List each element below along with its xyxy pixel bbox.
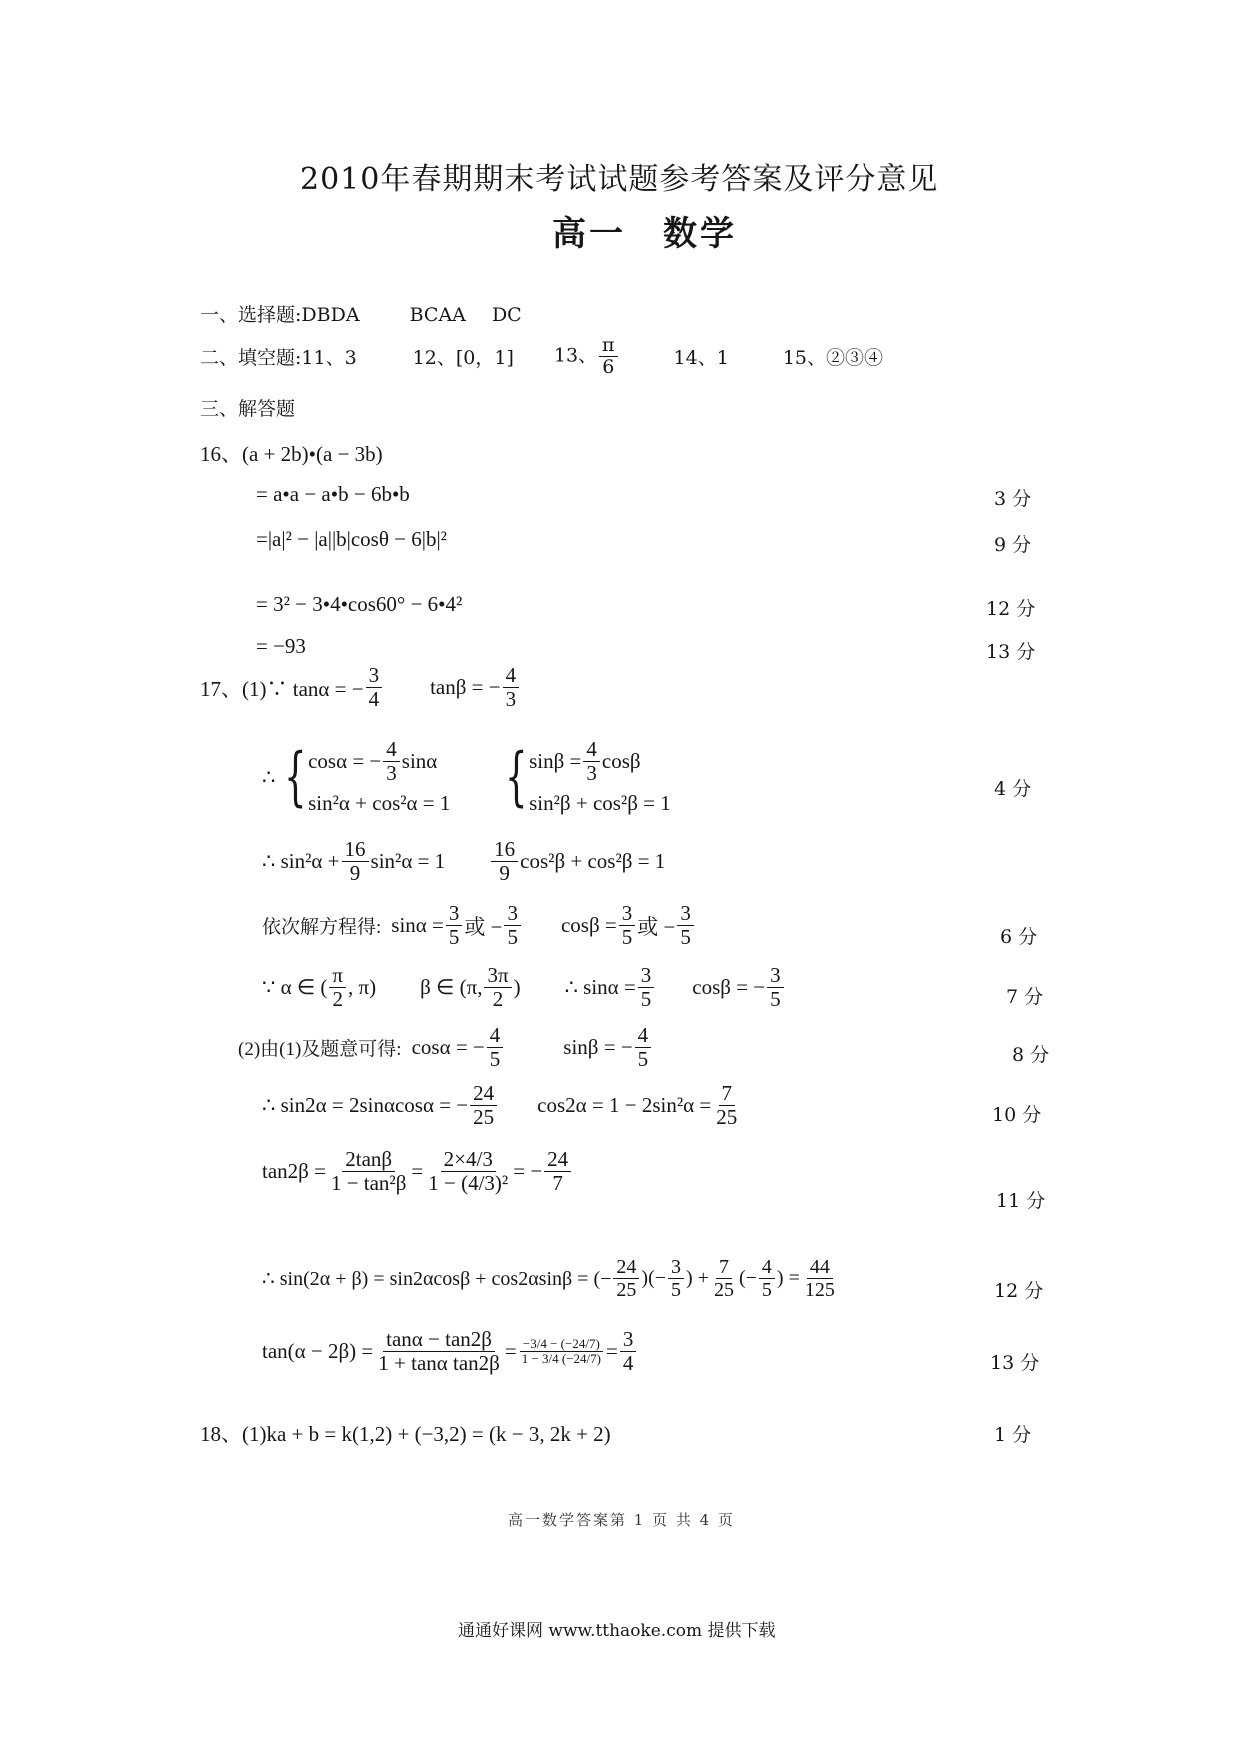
tandiff-eq: = <box>504 1339 517 1364</box>
sin2a-fraction <box>470 1082 497 1129</box>
frac-num: tanα − tan2β <box>383 1328 495 1352</box>
p17-score-sys: 4 分 <box>994 778 1032 800</box>
tan2b-fraction-1 <box>328 1148 409 1195</box>
frac-num: 4 <box>487 1024 504 1048</box>
tandiff-eq2: = <box>606 1339 618 1364</box>
conc-b-fraction <box>767 964 784 1011</box>
p18-line-0: 18、(1)ka + b = k(1,2) + (−3,2) = (k − 3, 2k + 2) <box>200 1422 611 1446</box>
range-b-right: ) <box>513 975 521 1000</box>
frac-den: 5 <box>640 987 652 1012</box>
system-b-row-2: sin²β + cos²β = 1 <box>529 791 671 816</box>
conc-a-fraction <box>638 964 655 1011</box>
frac-den: 9 <box>349 861 361 886</box>
frac-num: 3 <box>767 964 784 988</box>
frac-den: 25 <box>616 1279 637 1301</box>
frac-num: 2tanβ <box>342 1148 395 1172</box>
page-title: 2010年春期期末考试试题参考答案及评分意见 <box>300 162 939 197</box>
solve-label: 依次解方程得: <box>262 917 382 939</box>
system-a-row-1 <box>308 738 450 785</box>
fill-14: 14、1 <box>673 346 729 369</box>
frac-num: 4 <box>583 738 600 762</box>
sys-a1-left: cosα = − <box>308 749 382 774</box>
p16-line-3: = 3² − 3•4•cos60° − 6•4² <box>256 592 463 616</box>
frac-den: 5 <box>671 1279 682 1301</box>
frac-den: 5 <box>448 925 460 950</box>
frac-den: 5 <box>507 925 518 950</box>
p16-line-1: = a•a − a•b − 6b•b <box>256 482 410 506</box>
frac-num: 3 <box>366 664 383 688</box>
solve-b-fraction <box>619 902 636 949</box>
p16-score-2: 9 分 <box>994 534 1032 556</box>
frac-den: 25 <box>713 1279 734 1301</box>
frac-den: 9 <box>499 861 510 886</box>
frac-num: 24 <box>470 1082 497 1106</box>
frac-den: 1 − tan²β <box>330 1171 407 1196</box>
p17-sin-sum <box>262 1256 840 1301</box>
frac-den: 2 <box>332 987 343 1012</box>
sinsum-f1 <box>613 1256 639 1301</box>
tandiff-fraction-1 <box>375 1328 503 1375</box>
frac-den: 1 − 3/4 (−24/7) <box>521 1351 601 1367</box>
frac-num: π <box>329 964 346 988</box>
sinsum-left: ∴ sin(2α + β) = sin2αcosβ + cos2αsinβ = (− <box>262 1268 612 1290</box>
p17-score-tandiff: 13 分 <box>990 1352 1040 1374</box>
page-number-footer: 高一数学答案第 1 页 共 4 页 <box>508 1511 735 1529</box>
p17-solve <box>262 902 696 949</box>
page-subtitle: 高一 数学 <box>552 214 737 254</box>
frac-den: 3 <box>505 687 517 712</box>
left-brace-a: { <box>284 740 307 815</box>
sin2a-left: ∴ sin2α = 2sinαcosα = − <box>262 1093 469 1118</box>
section-fill <box>200 335 883 378</box>
p16-score-3: 12 分 <box>986 598 1036 620</box>
frac-den: 5 <box>680 925 691 950</box>
cos2a-left: cos2α = 1 − 2sin²α = <box>537 1093 712 1118</box>
frac-den: 25 <box>716 1105 738 1130</box>
p16-score-4: 13 分 <box>986 641 1036 663</box>
p17-systems <box>262 738 671 816</box>
frac-den: 125 <box>804 1279 835 1301</box>
tandiff-left: tan(α − 2β) = <box>262 1339 374 1364</box>
system-b <box>529 738 671 816</box>
frac-num: 4 <box>383 738 400 762</box>
sys-a1-right: sinα <box>401 749 438 774</box>
system-a <box>308 738 450 816</box>
fill-13-den: 6 <box>602 355 615 378</box>
fill-13-fraction <box>599 335 618 378</box>
tan2b-result <box>544 1148 571 1195</box>
frac-num: 4 <box>503 664 520 688</box>
p17-part2 <box>238 1024 653 1071</box>
sinsum-m2: ) + <box>686 1267 709 1289</box>
frac-num: 4 <box>635 1024 652 1048</box>
range-a-right: , π) <box>348 975 377 1000</box>
frac-num: −3/4 − (−24/7) <box>520 1337 603 1352</box>
tandiff-fraction-2 <box>519 1337 604 1367</box>
sub-a-left: ∴ sin²α + <box>262 849 340 874</box>
frac-num: 2×4/3 <box>441 1148 496 1172</box>
cos2a-fraction <box>713 1082 740 1129</box>
sys-a1-fraction <box>383 738 400 785</box>
fill-13-prefix: 13、 <box>553 344 598 367</box>
frac-num: 16 <box>491 838 518 862</box>
frac-num: 4 <box>759 1256 775 1279</box>
fill-13-num: π <box>599 335 618 357</box>
system-a-row-2: sin²α + cos²α = 1 <box>308 791 451 816</box>
sub-b-fraction <box>491 838 518 885</box>
p17-score-part2: 8 分 <box>1012 1044 1050 1066</box>
solve-b: cosβ = <box>560 913 617 938</box>
frac-den: 1 + tanα tan2β <box>378 1351 500 1376</box>
p2-a: cosα = − <box>411 1035 485 1060</box>
frac-den: 5 <box>637 1047 649 1072</box>
frac-num: 3 <box>446 902 463 926</box>
frac-num: 3 <box>620 1328 637 1352</box>
p17-tan-a-prefix: 17、(1)∵ tanα = − <box>200 676 364 701</box>
therefore-symbol: ∴ <box>262 764 276 789</box>
frac-num: 16 <box>342 838 369 862</box>
fill-label: 二、填空题:11、3 <box>200 346 357 369</box>
conc-b: cosβ = − <box>692 975 766 1000</box>
choice-label: 一、选择题:DBDA <box>200 304 360 326</box>
p2-b: sinβ = − <box>563 1035 633 1060</box>
fill-15: 15、②③④ <box>782 346 883 369</box>
p17-score-sinsum: 12 分 <box>994 1280 1044 1302</box>
tan2b-eq2: = − <box>513 1159 543 1184</box>
section-solve: 三、解答题 <box>200 398 296 420</box>
range-b-left: β ∈ (π, <box>420 975 483 1000</box>
p16-line-4: = −93 <box>256 634 306 658</box>
p2-a-fraction <box>487 1024 504 1071</box>
p17-tan-diff <box>262 1328 638 1375</box>
sys-b1-right: cosβ <box>601 749 641 774</box>
part2-label: (2)由(1)及题意可得: <box>238 1039 402 1061</box>
tan2b-fraction-2 <box>425 1148 511 1195</box>
frac-num: 3 <box>677 902 694 926</box>
range-a-fraction <box>329 964 346 1011</box>
sinsum-f2 <box>668 1256 684 1301</box>
choice-group-3: DC <box>491 304 522 326</box>
sys-b1-fraction <box>583 738 600 785</box>
frac-num: 24 <box>544 1148 571 1172</box>
frac-num: 24 <box>613 1256 639 1279</box>
p16-score-1: 3 分 <box>994 488 1032 510</box>
conc-a: ∴ sinα = <box>564 975 636 1000</box>
frac-den: 5 <box>761 1279 772 1301</box>
frac-num: 44 <box>807 1256 833 1279</box>
p17-score-2a: 10 分 <box>992 1104 1042 1126</box>
solve-or: 或 − <box>464 914 503 939</box>
sinsum-f3 <box>711 1256 737 1301</box>
frac-den: 4 <box>368 687 380 712</box>
p17-tan-a-fraction <box>366 664 383 711</box>
solve-a-fraction <box>446 902 463 949</box>
sub-a-fraction <box>342 838 369 885</box>
p17-tan2b <box>262 1148 573 1195</box>
p17-substitute <box>262 838 665 885</box>
fill-12: 12、[0，1] <box>412 346 514 369</box>
p17-tan-b-prefix: tanβ = − <box>430 675 501 700</box>
choice-group-2: BCAA <box>409 304 466 326</box>
frac-den: 5 <box>489 1047 501 1072</box>
solve-b2-fraction <box>677 902 694 949</box>
frac-num: 3 <box>668 1256 684 1279</box>
tandiff-result <box>620 1328 637 1375</box>
frac-den: 2 <box>492 987 504 1012</box>
range-b-fraction <box>484 964 511 1011</box>
sinsum-m4: ) = <box>776 1267 800 1289</box>
p17-score-range: 7 分 <box>1006 986 1044 1008</box>
p18-score-1: 1 分 <box>994 1424 1032 1446</box>
frac-den: 5 <box>621 925 633 950</box>
frac-num: 3 <box>504 902 521 926</box>
range-a-left: ∵ α ∈ ( <box>262 975 328 1000</box>
frac-den: 5 <box>770 987 781 1012</box>
frac-num: 7 <box>719 1082 736 1106</box>
frac-den: 7 <box>552 1171 563 1196</box>
frac-num: 3 <box>619 902 636 926</box>
left-brace-b: { <box>505 740 528 815</box>
source-footer: 通通好课网 www.tthaoke.com 提供下载 <box>458 1621 776 1641</box>
p16-line-0: 16、(a + 2b)•(a − 3b) <box>200 442 383 466</box>
p16-line-2: =|a|² − |a||b|cosθ − 6|b|² <box>256 527 447 551</box>
p2-b-fraction <box>635 1024 652 1071</box>
frac-num: 3π <box>484 964 511 988</box>
p17-score-solve: 6 分 <box>1000 926 1038 948</box>
sub-b-right: cos²β + cos²β = 1 <box>520 849 666 874</box>
p17-double-angle <box>262 1082 742 1129</box>
fill-13 <box>554 335 620 378</box>
p17-score-tan2b: 11 分 <box>996 1190 1046 1212</box>
frac-num: 7 <box>716 1256 732 1279</box>
frac-den: 3 <box>586 761 597 786</box>
frac-num: 3 <box>638 964 655 988</box>
sinsum-m1: )(− <box>641 1267 667 1289</box>
sub-a-right: sin²α = 1 <box>370 849 446 874</box>
p17-tan-b-fraction <box>503 664 520 711</box>
frac-den: 1 − (4/3)² <box>428 1171 509 1196</box>
solve-a: sinα = <box>391 913 444 938</box>
frac-den: 25 <box>473 1105 495 1130</box>
sinsum-f4 <box>759 1256 775 1301</box>
p17-line-0 <box>200 664 521 711</box>
sinsum-f5 <box>802 1256 838 1301</box>
section-choice <box>200 300 522 327</box>
solve-b-or: 或 − <box>637 914 676 939</box>
sinsum-m3: (− <box>738 1267 757 1289</box>
sys-b1-left: sinβ = <box>529 749 582 774</box>
system-b-row-1 <box>529 738 671 785</box>
tan2b-eq: = <box>411 1159 424 1184</box>
tan2b-left: tan2β = <box>262 1159 326 1184</box>
frac-den: 3 <box>386 761 397 786</box>
frac-den: 4 <box>622 1351 634 1376</box>
p17-range <box>262 964 786 1011</box>
solve-a2-fraction <box>504 902 521 949</box>
